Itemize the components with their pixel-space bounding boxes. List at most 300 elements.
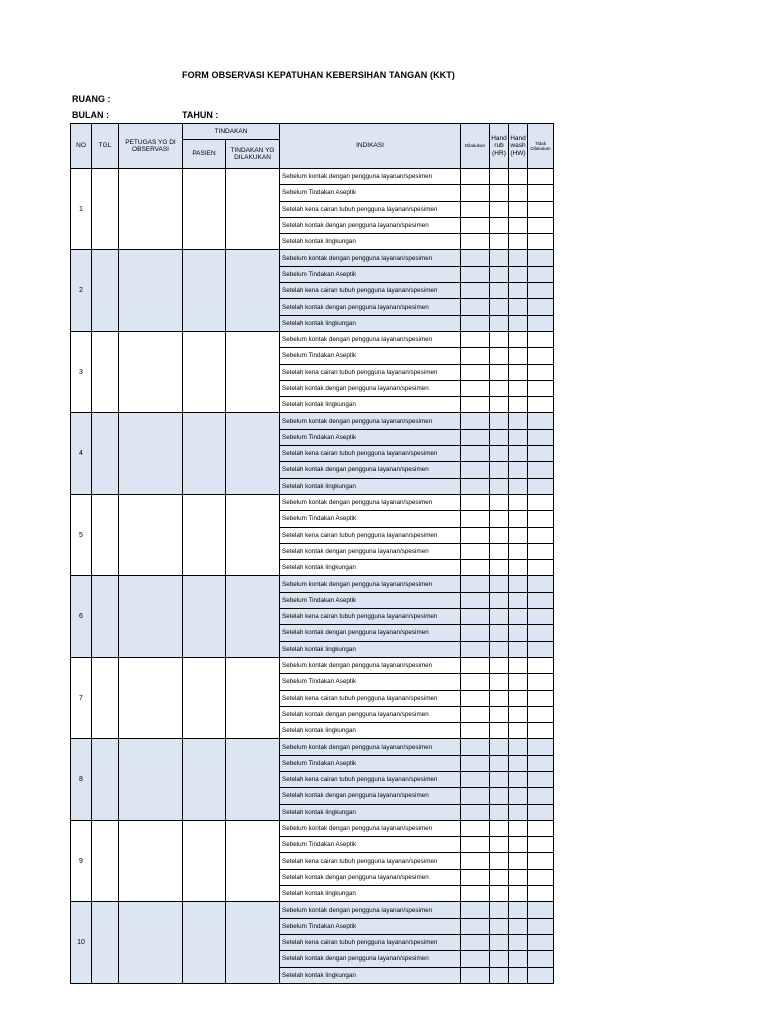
indikasi-cell: Sebelum Tindakan Aseptik — [280, 429, 461, 445]
indikasi-cell: Sebelum kontak dengan pengguna layanan/spesimen — [280, 739, 461, 755]
tidak-dilakukan-checkbox-cell[interactable] — [528, 576, 554, 592]
tidak-dilakukan-checkbox-cell[interactable] — [528, 478, 554, 494]
tidak-dilakukan-checkbox-cell[interactable] — [528, 967, 554, 983]
tindakan-dilakukan-cell[interactable] — [226, 494, 280, 575]
dilakukan-checkbox-cell[interactable] — [461, 299, 490, 315]
dilakukan-checkbox-cell[interactable] — [461, 250, 490, 266]
dilakukan-checkbox-cell[interactable] — [461, 266, 490, 282]
dilakukan-checkbox-cell[interactable] — [461, 853, 490, 869]
indikasi-cell: Sebelum Tindakan Aseptik — [280, 837, 461, 853]
tgl-cell[interactable] — [92, 576, 119, 657]
handrub-checkbox-cell[interactable] — [490, 576, 509, 592]
handrub-checkbox-cell[interactable] — [490, 853, 509, 869]
dilakukan-checkbox-cell[interactable] — [461, 820, 490, 836]
handrub-checkbox-cell[interactable] — [490, 739, 509, 755]
handrub-checkbox-cell[interactable] — [490, 804, 509, 820]
dilakukan-checkbox-cell[interactable] — [461, 771, 490, 787]
indikasi-cell: Setelah kena cairan tubuh pengguna layanan/spesimen — [280, 527, 461, 543]
handrub-checkbox-cell[interactable] — [490, 380, 509, 396]
dilakukan-checkbox-cell[interactable] — [461, 804, 490, 820]
handrub-checkbox-cell[interactable] — [490, 560, 509, 576]
indikasi-cell: Setelah kena cairan tubuh pengguna layanan/spesimen — [280, 934, 461, 950]
petugas-cell[interactable] — [119, 250, 183, 331]
dilakukan-checkbox-cell[interactable] — [461, 348, 490, 364]
header-no: NO — [71, 124, 92, 169]
dilakukan-checkbox-cell[interactable] — [461, 657, 490, 673]
indikasi-cell: Sebelum Tindakan Aseptik — [280, 266, 461, 282]
tidak-dilakukan-checkbox-cell[interactable] — [528, 951, 554, 967]
indikasi-cell: Setelah kontak dengan pengguna layanan/spesimen — [280, 299, 461, 315]
petugas-cell[interactable] — [119, 331, 183, 412]
petugas-cell[interactable] — [119, 657, 183, 738]
indikasi-cell: Sebelum kontak dengan pengguna layanan/spesimen — [280, 413, 461, 429]
observation-table-body — [71, 169, 554, 984]
indikasi-cell: Setelah kontak lingkungan — [280, 967, 461, 983]
petugas-cell[interactable] — [119, 739, 183, 820]
table-row — [71, 250, 554, 266]
handwash-checkbox-cell[interactable] — [509, 494, 528, 510]
indikasi-cell: Sebelum kontak dengan pengguna layanan/spesimen — [280, 902, 461, 918]
pasien-cell[interactable] — [183, 902, 226, 983]
handrub-checkbox-cell[interactable] — [490, 886, 509, 902]
handwash-checkbox-cell[interactable] — [509, 397, 528, 413]
row-number: 9 — [71, 820, 92, 901]
indikasi-cell: Setelah kontak dengan pengguna layanan/spesimen — [280, 462, 461, 478]
tidak-dilakukan-checkbox-cell[interactable] — [528, 380, 554, 396]
dilakukan-checkbox-cell[interactable] — [461, 478, 490, 494]
handrub-checkbox-cell[interactable] — [490, 250, 509, 266]
handrub-checkbox-cell[interactable] — [490, 543, 509, 559]
pasien-cell[interactable] — [183, 169, 226, 250]
tindakan-dilakukan-cell[interactable] — [226, 657, 280, 738]
dilakukan-checkbox-cell[interactable] — [461, 886, 490, 902]
handrub-checkbox-cell[interactable] — [490, 592, 509, 608]
handwash-checkbox-cell[interactable] — [509, 429, 528, 445]
handwash-checkbox-cell[interactable] — [509, 446, 528, 462]
handrub-checkbox-cell[interactable] — [490, 201, 509, 217]
dilakukan-checkbox-cell[interactable] — [461, 967, 490, 983]
petugas-cell[interactable] — [119, 413, 183, 494]
dilakukan-checkbox-cell[interactable] — [461, 511, 490, 527]
dilakukan-checkbox-cell[interactable] — [461, 331, 490, 347]
handrub-checkbox-cell[interactable] — [490, 397, 509, 413]
handrub-checkbox-cell[interactable] — [490, 364, 509, 380]
row-number: 7 — [71, 657, 92, 738]
tidak-dilakukan-checkbox-cell[interactable] — [528, 592, 554, 608]
handwash-checkbox-cell[interactable] — [509, 527, 528, 543]
handrub-checkbox-cell[interactable] — [490, 641, 509, 657]
handwash-checkbox-cell[interactable] — [509, 674, 528, 690]
tgl-cell[interactable] — [92, 657, 119, 738]
handwash-checkbox-cell[interactable] — [509, 299, 528, 315]
handwash-checkbox-cell[interactable] — [509, 348, 528, 364]
row-number: 2 — [71, 250, 92, 331]
handrub-checkbox-cell[interactable] — [490, 266, 509, 282]
table-row — [71, 576, 554, 592]
tidak-dilakukan-checkbox-cell[interactable] — [528, 902, 554, 918]
tindakan-dilakukan-cell[interactable] — [226, 820, 280, 901]
handwash-checkbox-cell[interactable] — [509, 723, 528, 739]
tidak-dilakukan-checkbox-cell[interactable] — [528, 755, 554, 771]
tidak-dilakukan-checkbox-cell[interactable] — [528, 771, 554, 787]
tidak-dilakukan-checkbox-cell[interactable] — [528, 820, 554, 836]
tidak-dilakukan-checkbox-cell[interactable] — [528, 853, 554, 869]
indikasi-cell: Setelah kena cairan tubuh pengguna layanan/spesimen — [280, 771, 461, 787]
handrub-checkbox-cell[interactable] — [490, 234, 509, 250]
indikasi-cell: Sebelum kontak dengan pengguna layanan/spesimen — [280, 331, 461, 347]
handrub-checkbox-cell[interactable] — [490, 348, 509, 364]
dilakukan-checkbox-cell[interactable] — [461, 543, 490, 559]
tidak-dilakukan-checkbox-cell[interactable] — [528, 364, 554, 380]
tidak-dilakukan-checkbox-cell[interactable] — [528, 657, 554, 673]
tidak-dilakukan-checkbox-cell[interactable] — [528, 266, 554, 282]
handrub-checkbox-cell[interactable] — [490, 462, 509, 478]
tidak-dilakukan-checkbox-cell[interactable] — [528, 934, 554, 950]
indikasi-cell: Setelah kontak lingkungan — [280, 397, 461, 413]
handrub-checkbox-cell[interactable] — [490, 723, 509, 739]
tindakan-dilakukan-cell[interactable] — [226, 169, 280, 250]
tidak-dilakukan-checkbox-cell[interactable] — [528, 331, 554, 347]
handwash-checkbox-cell[interactable] — [509, 934, 528, 950]
handwash-checkbox-cell[interactable] — [509, 918, 528, 934]
bulan-label: BULAN : — [72, 110, 109, 120]
indikasi-cell: Setelah kena cairan tubuh pengguna layanan/spesimen — [280, 690, 461, 706]
tidak-dilakukan-checkbox-cell[interactable] — [528, 706, 554, 722]
dilakukan-checkbox-cell[interactable] — [461, 755, 490, 771]
handrub-checkbox-cell[interactable] — [490, 527, 509, 543]
tidak-dilakukan-checkbox-cell[interactable] — [528, 283, 554, 299]
dilakukan-checkbox-cell[interactable] — [461, 739, 490, 755]
handrub-checkbox-cell[interactable] — [490, 331, 509, 347]
handwash-checkbox-cell[interactable] — [509, 576, 528, 592]
tindakan-dilakukan-cell[interactable] — [226, 576, 280, 657]
handrub-checkbox-cell[interactable] — [490, 299, 509, 315]
header-dilakukan: Dilakukan — [461, 124, 490, 169]
handrub-checkbox-cell[interactable] — [490, 967, 509, 983]
handwash-checkbox-cell[interactable] — [509, 592, 528, 608]
tgl-cell[interactable] — [92, 413, 119, 494]
tidak-dilakukan-checkbox-cell[interactable] — [528, 250, 554, 266]
tgl-cell[interactable] — [92, 250, 119, 331]
indikasi-cell: Sebelum kontak dengan pengguna layanan/spesimen — [280, 657, 461, 673]
row-number: 3 — [71, 331, 92, 412]
handrub-checkbox-cell[interactable] — [490, 609, 509, 625]
handwash-checkbox-cell[interactable] — [509, 820, 528, 836]
dilakukan-checkbox-cell[interactable] — [461, 234, 490, 250]
handrub-checkbox-cell[interactable] — [490, 478, 509, 494]
handwash-checkbox-cell[interactable] — [509, 266, 528, 282]
tgl-cell[interactable] — [92, 169, 119, 250]
pasien-cell[interactable] — [183, 250, 226, 331]
dilakukan-checkbox-cell[interactable] — [461, 560, 490, 576]
handwash-checkbox-cell[interactable] — [509, 837, 528, 853]
handwash-checkbox-cell[interactable] — [509, 283, 528, 299]
handrub-checkbox-cell[interactable] — [490, 429, 509, 445]
handwash-checkbox-cell[interactable] — [509, 771, 528, 787]
indikasi-cell: Setelah kontak lingkungan — [280, 886, 461, 902]
handrub-checkbox-cell[interactable] — [490, 837, 509, 853]
handwash-checkbox-cell[interactable] — [509, 380, 528, 396]
handwash-checkbox-cell[interactable] — [509, 609, 528, 625]
handwash-checkbox-cell[interactable] — [509, 185, 528, 201]
handrub-checkbox-cell[interactable] — [490, 169, 509, 185]
indikasi-cell: Sebelum kontak dengan pengguna layanan/spesimen — [280, 820, 461, 836]
handrub-checkbox-cell[interactable] — [490, 934, 509, 950]
handwash-checkbox-cell[interactable] — [509, 788, 528, 804]
tidak-dilakukan-checkbox-cell[interactable] — [528, 723, 554, 739]
handwash-checkbox-cell[interactable] — [509, 657, 528, 673]
handwash-checkbox-cell[interactable] — [509, 625, 528, 641]
handwash-checkbox-cell[interactable] — [509, 706, 528, 722]
tidak-dilakukan-checkbox-cell[interactable] — [528, 690, 554, 706]
tidak-dilakukan-checkbox-cell[interactable] — [528, 315, 554, 331]
handwash-checkbox-cell[interactable] — [509, 560, 528, 576]
dilakukan-checkbox-cell[interactable] — [461, 918, 490, 934]
table-row — [71, 820, 554, 836]
handrub-checkbox-cell[interactable] — [490, 185, 509, 201]
handwash-checkbox-cell[interactable] — [509, 413, 528, 429]
row-number: 4 — [71, 413, 92, 494]
dilakukan-checkbox-cell[interactable] — [461, 837, 490, 853]
tindakan-dilakukan-cell[interactable] — [226, 331, 280, 412]
handwash-checkbox-cell[interactable] — [509, 462, 528, 478]
indikasi-cell: Setelah kontak lingkungan — [280, 560, 461, 576]
dilakukan-checkbox-cell[interactable] — [461, 641, 490, 657]
tidak-dilakukan-checkbox-cell[interactable] — [528, 234, 554, 250]
handrub-checkbox-cell[interactable] — [490, 413, 509, 429]
tidak-dilakukan-checkbox-cell[interactable] — [528, 348, 554, 364]
dilakukan-checkbox-cell[interactable] — [461, 706, 490, 722]
tidak-dilakukan-checkbox-cell[interactable] — [528, 462, 554, 478]
indikasi-cell: Setelah kontak dengan pengguna layanan/spesimen — [280, 543, 461, 559]
tidak-dilakukan-checkbox-cell[interactable] — [528, 429, 554, 445]
pasien-cell[interactable] — [183, 413, 226, 494]
handwash-checkbox-cell[interactable] — [509, 755, 528, 771]
dilakukan-checkbox-cell[interactable] — [461, 576, 490, 592]
dilakukan-checkbox-cell[interactable] — [461, 527, 490, 543]
dilakukan-checkbox-cell[interactable] — [461, 951, 490, 967]
dilakukan-checkbox-cell[interactable] — [461, 217, 490, 233]
header-tindakan: TINDAKAN — [183, 124, 280, 140]
indikasi-cell: Sebelum Tindakan Aseptik — [280, 511, 461, 527]
handwash-checkbox-cell[interactable] — [509, 853, 528, 869]
dilakukan-checkbox-cell[interactable] — [461, 494, 490, 510]
row-number: 8 — [71, 739, 92, 820]
dilakukan-checkbox-cell[interactable] — [461, 625, 490, 641]
tindakan-dilakukan-cell[interactable] — [226, 739, 280, 820]
header-tidak-dilakukan: Tidak Dilakukan — [528, 124, 554, 169]
handrub-checkbox-cell[interactable] — [490, 217, 509, 233]
handrub-checkbox-cell[interactable] — [490, 315, 509, 331]
handwash-checkbox-cell[interactable] — [509, 511, 528, 527]
dilakukan-checkbox-cell[interactable] — [461, 723, 490, 739]
indikasi-cell: Setelah kontak dengan pengguna layanan/spesimen — [280, 217, 461, 233]
handrub-checkbox-cell[interactable] — [490, 706, 509, 722]
tidak-dilakukan-checkbox-cell[interactable] — [528, 217, 554, 233]
petugas-cell[interactable] — [119, 576, 183, 657]
indikasi-cell: Setelah kontak lingkungan — [280, 804, 461, 820]
tidak-dilakukan-checkbox-cell[interactable] — [528, 511, 554, 527]
dilakukan-checkbox-cell[interactable] — [461, 364, 490, 380]
header-handrub: Hand rub (HR) — [490, 124, 509, 169]
handwash-checkbox-cell[interactable] — [509, 804, 528, 820]
header-tgl: TGL — [92, 124, 119, 169]
handrub-checkbox-cell[interactable] — [490, 657, 509, 673]
tidak-dilakukan-checkbox-cell[interactable] — [528, 169, 554, 185]
tidak-dilakukan-checkbox-cell[interactable] — [528, 804, 554, 820]
handrub-checkbox-cell[interactable] — [490, 446, 509, 462]
handrub-checkbox-cell[interactable] — [490, 820, 509, 836]
tidak-dilakukan-checkbox-cell[interactable] — [528, 739, 554, 755]
indikasi-cell: Sebelum Tindakan Aseptik — [280, 755, 461, 771]
dilakukan-checkbox-cell[interactable] — [461, 429, 490, 445]
dilakukan-checkbox-cell[interactable] — [461, 934, 490, 950]
tgl-cell[interactable] — [92, 739, 119, 820]
tgl-cell[interactable] — [92, 902, 119, 983]
pasien-cell[interactable] — [183, 739, 226, 820]
handwash-checkbox-cell[interactable] — [509, 315, 528, 331]
tidak-dilakukan-checkbox-cell[interactable] — [528, 397, 554, 413]
tidak-dilakukan-checkbox-cell[interactable] — [528, 527, 554, 543]
table-row — [71, 169, 554, 185]
dilakukan-checkbox-cell[interactable] — [461, 315, 490, 331]
tidak-dilakukan-checkbox-cell[interactable] — [528, 299, 554, 315]
tidak-dilakukan-checkbox-cell[interactable] — [528, 413, 554, 429]
handwash-checkbox-cell[interactable] — [509, 201, 528, 217]
dilakukan-checkbox-cell[interactable] — [461, 185, 490, 201]
indikasi-cell: Sebelum Tindakan Aseptik — [280, 592, 461, 608]
handwash-checkbox-cell[interactable] — [509, 543, 528, 559]
indikasi-cell: Setelah kontak lingkungan — [280, 478, 461, 494]
indikasi-cell: Sebelum Tindakan Aseptik — [280, 674, 461, 690]
tindakan-dilakukan-cell[interactable] — [226, 902, 280, 983]
pasien-cell[interactable] — [183, 494, 226, 575]
handrub-checkbox-cell[interactable] — [490, 494, 509, 510]
handrub-checkbox-cell[interactable] — [490, 690, 509, 706]
handrub-checkbox-cell[interactable] — [490, 283, 509, 299]
dilakukan-checkbox-cell[interactable] — [461, 380, 490, 396]
dilakukan-checkbox-cell[interactable] — [461, 462, 490, 478]
tidak-dilakukan-checkbox-cell[interactable] — [528, 201, 554, 217]
petugas-cell[interactable] — [119, 494, 183, 575]
header-petugas: PETUGAS YG DI OBSERVASI — [119, 124, 183, 169]
dilakukan-checkbox-cell[interactable] — [461, 690, 490, 706]
handrub-checkbox-cell[interactable] — [490, 771, 509, 787]
tidak-dilakukan-checkbox-cell[interactable] — [528, 674, 554, 690]
petugas-cell[interactable] — [119, 902, 183, 983]
handwash-checkbox-cell[interactable] — [509, 886, 528, 902]
tidak-dilakukan-checkbox-cell[interactable] — [528, 609, 554, 625]
petugas-cell[interactable] — [119, 820, 183, 901]
tgl-cell[interactable] — [92, 820, 119, 901]
tidak-dilakukan-checkbox-cell[interactable] — [528, 788, 554, 804]
dilakukan-checkbox-cell[interactable] — [461, 674, 490, 690]
handrub-checkbox-cell[interactable] — [490, 755, 509, 771]
handwash-checkbox-cell[interactable] — [509, 217, 528, 233]
dilakukan-checkbox-cell[interactable] — [461, 609, 490, 625]
handwash-checkbox-cell[interactable] — [509, 690, 528, 706]
handwash-checkbox-cell[interactable] — [509, 739, 528, 755]
handwash-checkbox-cell[interactable] — [509, 869, 528, 885]
tindakan-dilakukan-cell[interactable] — [226, 413, 280, 494]
indikasi-cell: Setelah kontak lingkungan — [280, 234, 461, 250]
dilakukan-checkbox-cell[interactable] — [461, 283, 490, 299]
tidak-dilakukan-checkbox-cell[interactable] — [528, 886, 554, 902]
indikasi-cell: Sebelum kontak dengan pengguna layanan/spesimen — [280, 250, 461, 266]
dilakukan-checkbox-cell[interactable] — [461, 902, 490, 918]
table-row — [71, 739, 554, 755]
dilakukan-checkbox-cell[interactable] — [461, 397, 490, 413]
tidak-dilakukan-checkbox-cell[interactable] — [528, 625, 554, 641]
tidak-dilakukan-checkbox-cell[interactable] — [528, 543, 554, 559]
handrub-checkbox-cell[interactable] — [490, 788, 509, 804]
indikasi-cell: Setelah kontak lingkungan — [280, 315, 461, 331]
handrub-checkbox-cell[interactable] — [490, 674, 509, 690]
tindakan-dilakukan-cell[interactable] — [226, 250, 280, 331]
tidak-dilakukan-checkbox-cell[interactable] — [528, 446, 554, 462]
handwash-checkbox-cell[interactable] — [509, 250, 528, 266]
table-row — [71, 413, 554, 429]
indikasi-cell: Setelah kontak dengan pengguna layanan/spesimen — [280, 788, 461, 804]
pasien-cell[interactable] — [183, 576, 226, 657]
tidak-dilakukan-checkbox-cell[interactable] — [528, 869, 554, 885]
tidak-dilakukan-checkbox-cell[interactable] — [528, 185, 554, 201]
tidak-dilakukan-checkbox-cell[interactable] — [528, 641, 554, 657]
handrub-checkbox-cell[interactable] — [490, 918, 509, 934]
dilakukan-checkbox-cell[interactable] — [461, 592, 490, 608]
tidak-dilakukan-checkbox-cell[interactable] — [528, 494, 554, 510]
tidak-dilakukan-checkbox-cell[interactable] — [528, 560, 554, 576]
indikasi-cell: Setelah kontak dengan pengguna layanan/spesimen — [280, 380, 461, 396]
dilakukan-checkbox-cell[interactable] — [461, 413, 490, 429]
handwash-checkbox-cell[interactable] — [509, 902, 528, 918]
handrub-checkbox-cell[interactable] — [490, 511, 509, 527]
pasien-cell[interactable] — [183, 657, 226, 738]
handwash-checkbox-cell[interactable] — [509, 331, 528, 347]
indikasi-cell: Setelah kena cairan tubuh pengguna layanan/spesimen — [280, 283, 461, 299]
handwash-checkbox-cell[interactable] — [509, 234, 528, 250]
petugas-cell[interactable] — [119, 169, 183, 250]
handwash-checkbox-cell[interactable] — [509, 641, 528, 657]
handrub-checkbox-cell[interactable] — [490, 902, 509, 918]
dilakukan-checkbox-cell[interactable] — [461, 446, 490, 462]
table-row — [71, 494, 554, 510]
indikasi-cell: Sebelum kontak dengan pengguna layanan/spesimen — [280, 494, 461, 510]
tidak-dilakukan-checkbox-cell[interactable] — [528, 918, 554, 934]
tgl-cell[interactable] — [92, 331, 119, 412]
dilakukan-checkbox-cell[interactable] — [461, 788, 490, 804]
dilakukan-checkbox-cell[interactable] — [461, 169, 490, 185]
ruang-label: RUANG : — [72, 94, 111, 104]
indikasi-cell: Sebelum kontak dengan pengguna layanan/spesimen — [280, 576, 461, 592]
pasien-cell[interactable] — [183, 331, 226, 412]
handwash-checkbox-cell[interactable] — [509, 169, 528, 185]
pasien-cell[interactable] — [183, 820, 226, 901]
handrub-checkbox-cell[interactable] — [490, 869, 509, 885]
handwash-checkbox-cell[interactable] — [509, 951, 528, 967]
dilakukan-checkbox-cell[interactable] — [461, 869, 490, 885]
handwash-checkbox-cell[interactable] — [509, 364, 528, 380]
tgl-cell[interactable] — [92, 494, 119, 575]
handrub-checkbox-cell[interactable] — [490, 625, 509, 641]
tidak-dilakukan-checkbox-cell[interactable] — [528, 837, 554, 853]
handwash-checkbox-cell[interactable] — [509, 478, 528, 494]
dilakukan-checkbox-cell[interactable] — [461, 201, 490, 217]
tahun-label: TAHUN : — [182, 110, 219, 120]
handrub-checkbox-cell[interactable] — [490, 951, 509, 967]
handwash-checkbox-cell[interactable] — [509, 967, 528, 983]
table-row — [71, 331, 554, 347]
